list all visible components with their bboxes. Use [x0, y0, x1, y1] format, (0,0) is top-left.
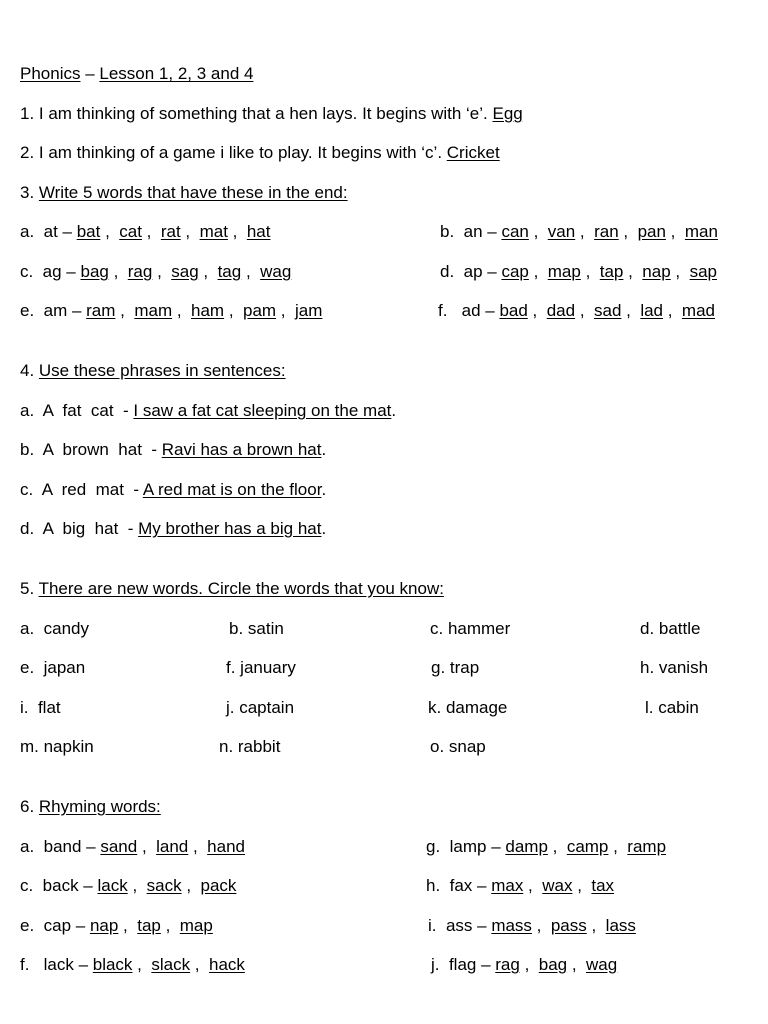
separator: ,: [665, 222, 685, 241]
item-prefix: g. lamp –: [426, 837, 506, 856]
item-prefix: a. A fat cat -: [20, 401, 134, 420]
answer-word: land: [156, 837, 189, 856]
new-word-label: h. vanish: [640, 658, 709, 677]
sentence-end: .: [321, 519, 327, 538]
sentence-answer: Ravi has a brown hat: [161, 440, 322, 459]
new-word-label: k. damage: [428, 698, 508, 717]
new-word: [20, 737, 94, 757]
question-3-number: 3.: [20, 183, 39, 202]
answer-word: can: [501, 222, 529, 241]
answer-word: sad: [594, 301, 622, 320]
sentence-end: .: [321, 480, 327, 499]
item-prefix: h. fax –: [426, 876, 492, 895]
new-word-label: a. candy: [20, 619, 89, 638]
item-prefix: f. lack –: [20, 955, 93, 974]
answer-word: mass: [491, 916, 532, 935]
separator: ,: [227, 222, 247, 241]
separator: ,: [623, 262, 643, 281]
answer-word: pan: [637, 222, 666, 241]
item-prefix: b. an –: [440, 222, 502, 241]
answer-word: slack: [151, 955, 191, 974]
separator: ,: [181, 876, 201, 895]
question-1-answer: Egg: [492, 104, 523, 123]
question-4-item: [20, 401, 396, 421]
answer-word: ham: [191, 301, 225, 320]
separator: ,: [528, 262, 548, 281]
answer-word: hand: [207, 837, 245, 856]
separator: ,: [670, 262, 690, 281]
answer-word: bat: [76, 222, 101, 241]
separator: ,: [618, 222, 638, 241]
answer-word: pam: [243, 301, 277, 320]
rhyme-item: [20, 876, 236, 896]
new-word-label: i. flat: [20, 698, 61, 717]
item-prefix: a. at –: [20, 222, 77, 241]
answer-word: tax: [591, 876, 615, 895]
separator: ,: [127, 876, 147, 895]
separator: ,: [132, 955, 152, 974]
answer-word: pack: [200, 876, 237, 895]
separator: ,: [572, 876, 592, 895]
rhyme-item: [428, 916, 636, 936]
new-word-label: m. napkin: [20, 737, 94, 756]
new-word-label: c. hammer: [430, 619, 511, 638]
question-3-item: [20, 262, 291, 282]
question-2-answer: Cricket: [446, 143, 500, 162]
separator: ,: [575, 301, 594, 320]
question-6-heading-text: Rhyming words:: [38, 797, 161, 816]
answer-word: sag: [171, 262, 199, 281]
question-3-item: [20, 301, 322, 321]
answer-word: black: [92, 955, 133, 974]
answer-word: max: [491, 876, 524, 895]
separator: ,: [224, 301, 243, 320]
question-3-item: [438, 301, 715, 321]
answer-word: bag: [80, 262, 109, 281]
new-word: [20, 698, 61, 718]
question-4-heading-text: Use these phrases in sentences:: [38, 361, 286, 380]
new-word: [431, 658, 479, 678]
answer-word: hack: [208, 955, 245, 974]
answer-word: camp: [566, 837, 609, 856]
rhyme-item: [20, 916, 213, 936]
item-prefix: j. flag –: [431, 955, 496, 974]
separator: ,: [276, 301, 295, 320]
sentence-end: .: [391, 401, 397, 420]
new-word-label: l. cabin: [645, 698, 699, 717]
rhyme-item: [426, 876, 614, 896]
new-word: [226, 658, 296, 678]
answer-word: hat: [246, 222, 271, 241]
new-word: [219, 737, 280, 757]
title-lessons: Lesson 1, 2, 3 and 4: [99, 64, 254, 83]
question-3-heading-text: Write 5 words that have these in the end:: [38, 183, 348, 202]
question-3-item: [20, 222, 270, 242]
item-prefix: f. ad –: [438, 301, 500, 320]
answer-word: wax: [542, 876, 573, 895]
separator: ,: [580, 262, 600, 281]
separator: ,: [241, 262, 261, 281]
new-word-label: n. rabbit: [219, 737, 281, 756]
answer-word: wag: [260, 262, 292, 281]
separator: ,: [608, 837, 628, 856]
separator: ,: [115, 301, 135, 320]
separator: ,: [527, 301, 547, 320]
answer-word: rag: [127, 262, 153, 281]
new-word: [20, 658, 85, 678]
separator: ,: [137, 837, 157, 856]
separator: ,: [141, 222, 161, 241]
item-prefix: e. cap –: [20, 916, 90, 935]
item-prefix: d. A big hat -: [20, 519, 139, 538]
answer-word: mam: [134, 301, 173, 320]
answer-word: dad: [546, 301, 576, 320]
answer-word: nap: [642, 262, 671, 281]
rhyme-item: [20, 837, 245, 857]
new-word-label: f. january: [226, 658, 296, 677]
item-prefix: i. ass –: [428, 916, 492, 935]
item-prefix: b. A brown hat -: [20, 440, 162, 459]
rhyme-item: [431, 955, 617, 975]
answer-word: wag: [586, 955, 618, 974]
new-word-label: d. battle: [640, 619, 701, 638]
new-word-label: g. trap: [431, 658, 480, 677]
answer-word: map: [547, 262, 581, 281]
separator: ,: [118, 916, 138, 935]
item-prefix: c. back –: [20, 876, 98, 895]
question-2-text: 2. I am thinking of a game i like to play. It begins with ‘c’.: [20, 143, 447, 162]
answer-word: lad: [640, 301, 664, 320]
separator: ,: [528, 222, 548, 241]
answer-word: nap: [89, 916, 119, 935]
answer-word: ran: [594, 222, 619, 241]
question-4-heading: [20, 361, 286, 381]
answer-word: sand: [100, 837, 138, 856]
answer-word: tap: [137, 916, 161, 935]
sentence-answer: A red mat is on the floor: [142, 480, 322, 499]
separator: ,: [198, 262, 218, 281]
separator: ,: [567, 955, 587, 974]
separator: ,: [172, 301, 192, 320]
answer-word: ram: [86, 301, 116, 320]
question-1: [20, 104, 523, 124]
sentence-end: .: [321, 440, 327, 459]
new-word: [430, 737, 486, 757]
answer-word: cat: [119, 222, 142, 241]
separator: ,: [100, 222, 120, 241]
answer-word: man: [684, 222, 718, 241]
question-4-item: [20, 440, 326, 460]
question-4-number: 4.: [20, 361, 39, 380]
answer-word: map: [179, 916, 213, 935]
new-word: [640, 658, 708, 678]
new-word-label: o. snap: [430, 737, 486, 756]
title-subject: Phonics: [20, 64, 81, 83]
question-6-number: 6.: [20, 797, 39, 816]
answer-word: lass: [605, 916, 636, 935]
separator: ,: [586, 916, 606, 935]
question-5-heading: [20, 579, 444, 599]
question-3-item: [440, 222, 718, 242]
page-title: [20, 64, 253, 84]
new-word-label: e. japan: [20, 658, 86, 677]
answer-word: ramp: [627, 837, 667, 856]
question-2: [20, 143, 500, 163]
question-5-number: 5.: [20, 579, 39, 598]
question-4-item: [20, 480, 326, 500]
separator: ,: [180, 222, 200, 241]
answer-word: mat: [199, 222, 228, 241]
rhyme-item: [426, 837, 666, 857]
question-3-item: [440, 262, 717, 282]
question-4-item: [20, 519, 326, 539]
answer-word: pass: [550, 916, 587, 935]
separator: ,: [108, 262, 128, 281]
answer-word: sack: [146, 876, 182, 895]
answer-word: lack: [97, 876, 128, 895]
answer-word: cap: [501, 262, 529, 281]
title-dash: –: [80, 64, 100, 83]
separator: ,: [547, 837, 567, 856]
new-word: [645, 698, 699, 718]
answer-word: mad: [681, 301, 715, 320]
new-word-label: j. captain: [226, 698, 295, 717]
answer-word: bad: [499, 301, 528, 320]
new-word: [20, 619, 89, 639]
separator: ,: [575, 222, 595, 241]
separator: ,: [531, 916, 551, 935]
separator: ,: [523, 876, 543, 895]
question-5-heading-text: There are new words. Circle the words that you know:: [38, 579, 444, 598]
item-prefix: d. ap –: [440, 262, 502, 281]
item-prefix: a. band –: [20, 837, 101, 856]
answer-word: van: [547, 222, 576, 241]
question-3-heading: [20, 183, 348, 203]
new-word: [229, 619, 284, 639]
new-word: [430, 619, 510, 639]
answer-word: sap: [689, 262, 717, 281]
sentence-answer: I saw a fat cat sleeping on the mat: [133, 401, 392, 420]
answer-word: rat: [160, 222, 181, 241]
answer-word: rag: [495, 955, 520, 974]
separator: ,: [621, 301, 641, 320]
new-word: [640, 619, 701, 639]
answer-word: tap: [599, 262, 624, 281]
new-word: [226, 698, 294, 718]
answer-word: tag: [217, 262, 242, 281]
question-1-text: 1. I am thinking of something that a hen lays. It begins with ‘e’.: [20, 104, 493, 123]
separator: ,: [188, 837, 208, 856]
new-word: [428, 698, 507, 718]
item-prefix: e. am –: [20, 301, 87, 320]
sentence-answer: My brother has a big hat: [138, 519, 322, 538]
separator: ,: [663, 301, 682, 320]
separator: ,: [190, 955, 209, 974]
separator: ,: [519, 955, 539, 974]
rhyme-item: [20, 955, 245, 975]
separator: ,: [152, 262, 172, 281]
separator: ,: [160, 916, 180, 935]
answer-word: damp: [505, 837, 548, 856]
item-prefix: c. A red mat -: [20, 480, 143, 499]
answer-word: bag: [538, 955, 568, 974]
question-6-heading: [20, 797, 161, 817]
item-prefix: c. ag –: [20, 262, 81, 281]
answer-word: jam: [294, 301, 323, 320]
new-word-label: b. satin: [229, 619, 284, 638]
